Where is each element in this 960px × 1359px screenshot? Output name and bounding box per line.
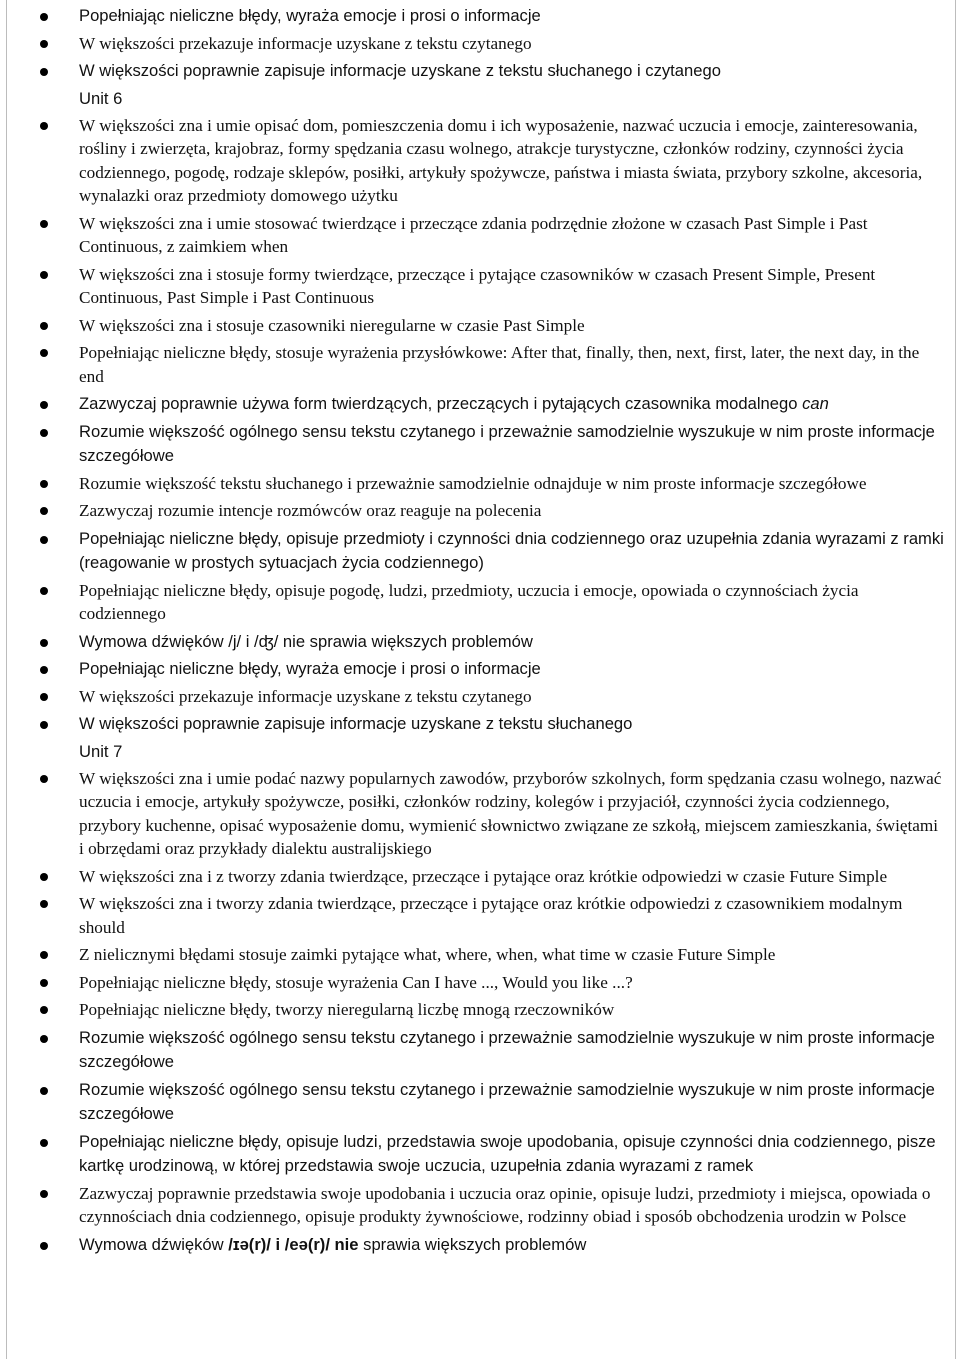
list-item-main-text: Popełniając nieliczne błędy, stosuje wyrażenia Can I have ..., Would you like ...?: [79, 972, 633, 992]
list-item-text: [79, 212, 946, 259]
list-item-text: [79, 1130, 946, 1179]
list-item-main-text: Rozumie większość ogólnego sensu tekstu czytanego i przeważnie samodzielnie wyszukuje w nim proste informacje szczegółowe: [79, 421, 935, 465]
list-item-text: [79, 998, 946, 1022]
list-item: [0, 392, 960, 417]
unit-heading-text: Unit 7: [79, 741, 123, 761]
list-item-main-text: Rozumie większość ogólnego sensu tekstu czytanego i przeważnie samodzielnie wyszukuje w nim proste informacje szczegółowe: [79, 1027, 935, 1071]
list-item-main-text: Popełniając nieliczne błędy, opisuje ludzi, przedstawia swoje upodobania, opisuje czynności dnia codziennego, pisze kartkę urodzinową, w której przedstawia swoje uczucia, uzupełnia zdania wyrazami z ramek: [79, 1131, 936, 1175]
list-item: [0, 767, 960, 861]
bullet-icon: [40, 873, 48, 881]
list-item-main-text: Zazwyczaj poprawnie używa form twierdzących, przeczących i pytających czasownika modalnego: [79, 394, 803, 413]
bullet-icon: [40, 1190, 48, 1198]
list-item: [0, 1233, 960, 1258]
list-item-main-text: Popełniając nieliczne błędy, stosuje wyrażenia przysłówkowe: After that, finally, then, next, first, later, the next day, in the end: [79, 343, 920, 386]
bullet-icon: [40, 1087, 48, 1095]
list-item: [0, 263, 960, 310]
bullet-icon: [40, 349, 48, 357]
list-item: [0, 685, 960, 709]
list-item: [0, 1182, 960, 1229]
list-item-text: [79, 114, 946, 208]
bullet-icon: [40, 721, 48, 729]
list-item-text: [79, 579, 946, 626]
list-item-tail-text: sprawia większych problemów: [358, 1234, 587, 1254]
bullet-icon: [40, 775, 48, 783]
unit-heading-text: Unit 6: [79, 88, 123, 108]
list-item-main-text: Z nielicznymi błędami stosuje zaimki pytające what, where, when, what time w czasie Future Simple: [79, 945, 776, 964]
list-item-text: [79, 420, 946, 469]
list-item-main-text: W większości poprawnie zapisuje informacje uzyskane z tekstu słuchanego: [79, 714, 633, 733]
list-item-text: [79, 865, 946, 889]
list-item-text: [79, 1182, 946, 1229]
list-item: [0, 943, 960, 967]
list-item-text: [79, 392, 946, 417]
list-item-text: [79, 630, 946, 655]
list-item-text: [79, 4, 946, 29]
list-item-main-text: Rozumie większość tekstu słuchanego i przeważnie samodzielnie odnajduje w nim proste informacje szczegółowe: [79, 473, 867, 493]
bullet-icon: [40, 480, 48, 488]
bullet-icon: [40, 979, 48, 987]
list-item: [0, 579, 960, 626]
list-item-main-text: W większości zna i umie stosować twierdzące i przeczące zdania podrzędnie złożone w czasach Past Simple i Past Continuous, z zaimkiem when: [79, 213, 868, 256]
list-item: [0, 865, 960, 889]
bullet-icon: [40, 322, 48, 330]
list-item-text: [79, 767, 946, 861]
list-item-main-text: Popełniając nieliczne błędy, wyraża emocje i prosi o informacje: [79, 6, 541, 25]
bullet-icon: [40, 401, 48, 409]
bullet-icon: [40, 693, 48, 701]
list-item-text: [79, 263, 946, 310]
list-item-main-text: Popełniając nieliczne błędy, tworzy nieregularną liczbę mnogą rzeczowników: [79, 1000, 615, 1019]
criteria-list: [0, 4, 960, 1260]
bullet-icon: [40, 40, 48, 48]
list-item: [0, 314, 960, 338]
list-item-main-text: W większości zna i z tworzy zdania twierdzące, przeczące i pytające oraz krótkie odpowiedzi w czasie Future Simple: [79, 866, 888, 886]
list-item-text: [79, 1233, 946, 1258]
list-item-bold-text: /ɪə(r)/ i /eə(r)/ nie: [228, 1234, 359, 1254]
list-item-text: [79, 657, 946, 682]
list-item: [0, 59, 960, 84]
list-item-main-text: Popełniając nieliczne błędy, opisuje przedmioty i czynności dnia codziennego oraz uzupełnia zdania wyrazami z ramki (reagowanie w prostych sytuacjach życia codziennego): [79, 528, 944, 572]
bullet-icon: [40, 900, 48, 908]
list-item: [0, 212, 960, 259]
list-item: [0, 499, 960, 523]
list-item-main-text: Wymowa dźwięków: [79, 1234, 229, 1254]
bullet-icon: [40, 271, 48, 279]
list-item: [0, 420, 960, 469]
bullet-icon: [40, 1035, 48, 1043]
list-item-text: [79, 1078, 946, 1127]
list-item-main-text: W większości zna i umie podać nazwy popularnych zawodów, przyborów szkolnych, form spędzania czasu wolnego, nazwać uczucia i emocje, artykuły spożywcze, posiłki, członków rodziny, kolegów i przyjaciół, czynności życia codziennego, przybory kuchenne, opisać wyposażenie domu, wymienić słownictwo związane ze szkołą, miejscem zamieszkania, świętami i obrzędami oraz przykłady dialektu australijskiego: [79, 768, 942, 858]
list-item: [0, 472, 960, 496]
bullet-icon: [40, 13, 48, 21]
list-item-text: [79, 499, 946, 523]
list-item-main-text: W większości zna i umie opisać dom, pomieszczenia domu i ich wyposażenie, nazwać uczucia i emocje, zainteresowania, rośliny i zwierzęta, krajobraz, formy spędzania czasu wolnego, atrakcje turystyczne, członków rodziny, czynności życia codziennego, pogodę, rodzaje sklepów, posiłki, artykuły spożywcze, państwa i miasta świata, przybory szkolne, akcesoria, wynalazki oraz przedmioty domowego użytku: [79, 115, 923, 205]
list-item: [0, 114, 960, 208]
list-item-italic-text: can: [802, 394, 829, 413]
list-item-text: [79, 32, 946, 56]
bullet-icon: [40, 507, 48, 515]
bullet-icon: [40, 1006, 48, 1014]
bullet-icon: [40, 1242, 48, 1250]
list-item-text: [79, 892, 946, 939]
list-item-text: [79, 314, 946, 338]
list-item-main-text: Zazwyczaj poprawnie przedstawia swoje upodobania i uczucia oraz opinie, opisuje ludzi, przedmioty i miejsca, opowiada o czynnościach dnia codziennego, opisuje produkty żywnościowe, rodzinny obiad i sposób obchodzenia urodzin w Polsce: [79, 1183, 931, 1226]
list-item-text: [79, 59, 946, 84]
bullet-icon: [40, 536, 48, 544]
list-item-main-text: W większości poprawnie zapisuje informacje uzyskane z tekstu słuchanego i czytanego: [79, 61, 721, 80]
bullet-icon: [40, 951, 48, 959]
list-item: [0, 998, 960, 1022]
list-item-main-text: Popełniając nieliczne błędy, wyraża emocje i prosi o informacje: [79, 659, 541, 678]
bullet-icon: [40, 587, 48, 595]
bullet-icon: [40, 220, 48, 228]
bullet-icon: [40, 429, 48, 437]
list-item-main-text: W większości zna i stosuje czasowniki nieregularne w czasie Past Simple: [79, 315, 585, 335]
list-item: [0, 1130, 960, 1179]
unit-heading: [0, 740, 960, 764]
unit-heading: [0, 87, 960, 111]
list-item-text: [79, 527, 946, 576]
list-item: [0, 1026, 960, 1075]
list-item-text: [79, 712, 946, 737]
bullet-icon: [40, 666, 48, 674]
list-item-text: [79, 971, 946, 995]
list-item-main-text: W większości zna i tworzy zdania twierdzące, przeczące i pytające oraz krótkie odpowiedzi z czasownikiem modalnym should: [79, 894, 903, 937]
list-item-main-text: Popełniając nieliczne błędy, opisuje pogodę, ludzi, przedmioty, uczucia i emocje, opowiada o czynnościach życia codziennego: [79, 580, 859, 623]
bullet-icon: [40, 1139, 48, 1147]
list-item: [0, 630, 960, 655]
list-item-text: [79, 1026, 946, 1075]
list-item: [0, 712, 960, 737]
list-item-text: [79, 943, 946, 967]
list-item: [0, 657, 960, 682]
bullet-icon: [40, 68, 48, 76]
list-item-main-text: Wymowa dźwięków /j/ i /ʤ/ nie sprawia większych problemów: [79, 631, 533, 651]
list-item-main-text: Zazwyczaj rozumie intencje rozmówców oraz reaguje na polecenia: [79, 501, 542, 520]
list-item-text: [79, 685, 946, 709]
list-item: [0, 32, 960, 56]
list-item-main-text: W większości przekazuje informacje uzyskane z tekstu czytanego: [79, 686, 532, 706]
list-item-text: [79, 341, 946, 388]
list-item: [0, 527, 960, 576]
list-item: [0, 341, 960, 388]
list-item-main-text: W większości zna i stosuje formy twierdzące, przeczące i pytające czasowników w czasach Present Simple, Present Continuous, Past Simple i Past Continuous: [79, 264, 876, 307]
list-item-main-text: W większości przekazuje informacje uzyskane z tekstu czytanego: [79, 33, 532, 53]
list-item: [0, 4, 960, 29]
list-item: [0, 971, 960, 995]
list-item: [0, 1078, 960, 1127]
bullet-icon: [40, 639, 48, 647]
list-item-text: [79, 472, 946, 496]
bullet-icon: [40, 122, 48, 130]
list-item: [0, 892, 960, 939]
list-item-main-text: Rozumie większość ogólnego sensu tekstu czytanego i przeważnie samodzielnie wyszukuje w nim proste informacje szczegółowe: [79, 1079, 935, 1123]
